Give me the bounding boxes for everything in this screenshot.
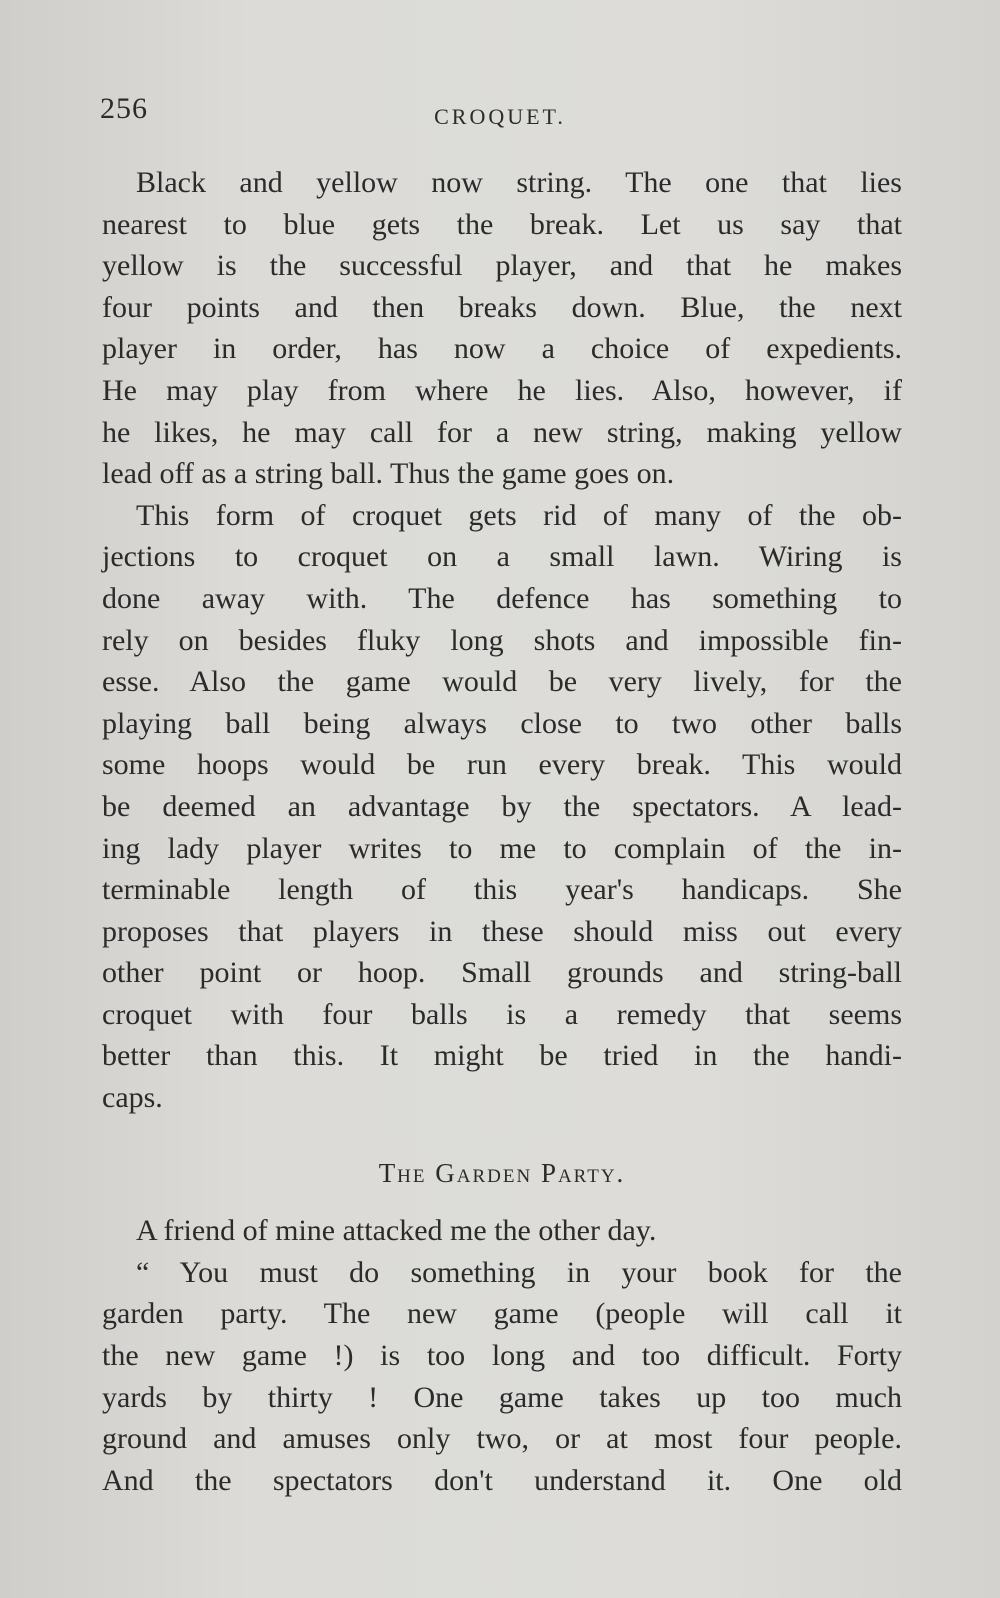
text-line: Black and yellow now string. The one that lies bbox=[136, 166, 902, 199]
text-line: rely on besides fluky long shots and impossible fin- bbox=[102, 623, 902, 657]
text-line: four points and then breaks down. Blue, the next bbox=[102, 290, 902, 324]
text-line: A friend of mine attacked me the other day. bbox=[136, 1214, 657, 1248]
text-line: And the spectators don't understand it. One old bbox=[102, 1463, 902, 1497]
text-line: esse. Also the game would be very lively, for the bbox=[102, 665, 902, 699]
text-line: yellow is the successful player, and that he makes bbox=[102, 249, 902, 283]
paragraph bbox=[102, 162, 902, 495]
text-line: caps. bbox=[102, 1081, 163, 1115]
text-line: croquet with four balls is a remedy that seems bbox=[102, 997, 902, 1031]
text-line: “ You must do something in your book for the bbox=[136, 1255, 902, 1289]
text-line: He may play from where he lies. Also, however, if bbox=[102, 373, 902, 407]
text-line: the new game !) is too long and too difficult. Forty bbox=[102, 1339, 902, 1373]
page-header bbox=[100, 92, 900, 132]
section-heading: The Garden Party. bbox=[378, 1157, 626, 1188]
text-line: proposes that players in these should miss out every bbox=[102, 914, 902, 948]
text-line: This form of croquet gets rid of many of the ob- bbox=[136, 498, 902, 532]
text-line: ground and amuses only two, or at most four people. bbox=[102, 1422, 902, 1456]
text-line: some hoops would be run every break. This would bbox=[102, 748, 902, 782]
text-line: he likes, he may call for a new string, making yellow bbox=[102, 415, 902, 449]
text-line: other point or hoop. Small grounds and string-ball bbox=[102, 956, 902, 990]
text-line: done away with. The defence has something to bbox=[102, 581, 902, 615]
text-line: terminable length of this year's handicaps. She bbox=[102, 873, 902, 907]
text-line: yards by thirty ! One game takes up too much bbox=[102, 1380, 902, 1414]
text-line: be deemed an advantage by the spectators. A lead- bbox=[102, 789, 902, 823]
paragraph bbox=[102, 1210, 902, 1252]
text-line: player in order, has now a choice of expedients. bbox=[102, 332, 902, 366]
paragraph bbox=[102, 1252, 902, 1502]
text-line: ing lady player writes to me to complain of the in- bbox=[102, 831, 902, 865]
page-number: 256 bbox=[100, 92, 148, 125]
text-line: better than this. It might be tried in the handi- bbox=[102, 1039, 902, 1073]
text-line: lead off as a string ball. Thus the game goes on. bbox=[102, 457, 675, 491]
running-title: CROQUET. bbox=[434, 104, 566, 129]
text-line: nearest to blue gets the break. Let us say that bbox=[102, 207, 902, 241]
text-line: playing ball being always close to two other balls bbox=[102, 706, 902, 740]
body-text bbox=[102, 162, 902, 1501]
text-line: jections to croquet on a small lawn. Wiring is bbox=[102, 540, 902, 574]
paragraph bbox=[102, 495, 902, 1119]
text-line: garden party. The new game (people will call it bbox=[102, 1297, 902, 1331]
